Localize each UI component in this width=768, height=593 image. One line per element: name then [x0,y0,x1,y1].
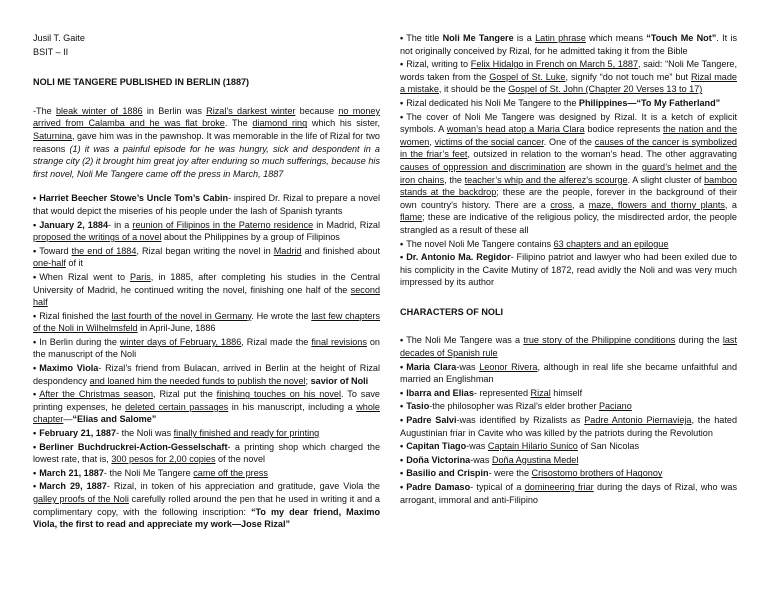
bullet-item [400,111,737,237]
bullet-text-run: last few chapters of the Noli in Wilhelmsfeld [33,310,381,334]
bullet-text-run: - the Noli Me Tangere [103,467,194,478]
bullet-text-run: When Rizal went to [39,271,131,282]
bullet-text-run: woman’s head atop a Maria Clara [446,124,585,135]
bullet-text-run: guard’s helmet and the iron chains [400,161,737,185]
bullet-text-run: Felix Hidalgo in French on March 5, 1887 [470,59,639,70]
bullet-text-run: victims of the social cancer [434,136,544,147]
bullet-text-run: Philippines—“To My Fatherland” [578,97,721,108]
intro-text-run: bleak winter of 1886 [55,105,143,116]
bullet-text-run: The cover of Noli Me Tangere was designed by Rizal. It is a ketch of explicit symbols. A [400,111,737,135]
bullet-text-run: Padre Antonio Piernavieja [584,415,692,426]
bullet-text-run: on the manuscript of the Noli [33,336,380,360]
bullet-item [400,387,737,400]
bullet-text-run: finally finished and ready for printing [173,428,320,439]
document-title: NOLI ME TANGERE PUBLISHED IN BERLIN (1887) [33,77,250,88]
bullet-text-run: during the [675,335,723,346]
bullet-text-run: Dr. Antonio Ma. Regidor [406,252,511,263]
bullet-text-run: - the Noli was [116,428,174,439]
bullet-text-run: - represented [473,387,531,398]
bullet-text-run: true story of the Philippine conditions [523,335,676,346]
bullet-text-run: — [63,414,73,425]
bullet-text-run: - inspired Dr. Rizal to prepare a novel that would depict the miseries of his people under the lash of Spanish tyrants [33,193,380,216]
bullet-text-run: Gospel of St. Luke [489,71,566,82]
bullet-text-run: - Rizal, in token of his appreciation and gratitude, gave Viola the [106,481,380,492]
bullet-text-run: -was identified by Rizalists as [456,415,585,426]
bullet-item [400,251,737,289]
bullet-text-run: one-half [33,258,66,269]
bullet-text-run: After the Christmas season [39,389,154,400]
bullet-text-run: in his manuscript, including a [228,401,357,412]
bullet-item [400,400,737,413]
bullet-text-run: domineering friar [524,482,594,492]
bullet-icon: • [33,219,37,230]
bullet-text-run: Toward [39,245,72,256]
bullet-text-run: Capitan Tiago [406,441,467,452]
bullet-text-run: in April-June, 1886 [137,323,216,334]
bullet-item [400,361,737,386]
bullet-text-run: galley proofs of the Noli [33,494,129,504]
intro-text-run: -The [33,105,56,116]
bullet-item [33,467,380,480]
bullet-icon: • [33,441,37,452]
bullet-text-run: and loaned him the needed funds to publish the novel [89,375,306,386]
bullet-text-run: -was [470,454,492,465]
bullet-text-run: 63 chapters and an epilogue [553,238,669,249]
bullet-text-run: maze, flowers and thorny plants [588,199,725,210]
bullet-icon: • [400,361,404,372]
bullet-text-run: “Elias and Salome” [72,414,157,425]
bullet-text-run: and finished about [301,245,381,256]
intro-text-run: which his sister, [307,118,380,129]
bullet-text-run: second half [33,284,380,308]
bullet-text-run: , Rizal made the [241,336,312,347]
bullet-text-run: , Rizal put the [153,389,217,400]
bullet-item [400,414,737,439]
bullet-text-run: bamboo stands at the backdrop [400,174,737,198]
bullet-text-run: Doña Agustina Medel [491,454,579,465]
bullet-text-run: is a [513,33,536,43]
bullet-text-run: flame [400,212,423,223]
bullet-item [400,238,737,251]
bullet-item [33,480,380,530]
bullet-text-run: , said: “Noli Me Tangere, words taken from the [400,59,737,82]
bullet-text-run: Paris [130,271,151,282]
bullet-item [400,32,737,57]
bullet-text-run: himself [550,387,583,398]
section-label: BSIT – II [33,46,69,57]
bullet-icon: • [33,481,37,492]
bullet-item [33,427,380,440]
bullet-text-run: March 21, 1887 [39,467,104,478]
bullet-text-run: February 21, 1887 [39,428,117,439]
bullet-item [400,481,737,506]
bullet-text-run: reunion of Filipinos in the Paterno residence [132,219,314,230]
bullet-text-run: Maria Clara [406,361,457,372]
bullet-item [33,441,380,466]
intro-text-run: , gave him was in the pawnshop. It was memorable in the life of Rizal for two reasons [33,130,380,154]
bullet-text-run: of San Nicolas [577,441,640,452]
bullet-text-run: Padre Damaso [406,482,471,492]
bullet-text-run: during the days of Rizal, who was arrogant, immoral and anti-Filipino [400,482,737,505]
bullet-text-run: causes of the cancer is symbolized in the friar’s feet [400,136,737,160]
bullet-item [400,440,737,453]
bullet-text-run: , Rizal began writing the novel in [136,245,274,256]
bullet-text-run: Madrid [273,245,302,256]
bullet-icon: • [400,33,404,43]
bullet-text-run: ; these are indicative of the religious policy, the misdirected ardor, the people strangled as a result of these all [400,212,737,235]
bullet-text-run: , signify “do not touch me” but [565,71,692,82]
bullet-text-run: Berliner Buchdruckrei-Action-Gesselschaft [39,441,228,452]
bullet-icon: • [400,59,404,70]
bullet-text-run: . A slight cluster of [627,174,705,185]
bullet-icon: • [400,468,404,479]
bullet-text-run: in Madrid, Rizal [313,219,380,230]
bullet-text-run: . It is not originally conceived by Rizal, for he admitted taking it from the Bible [400,33,737,56]
bullet-item [33,245,380,270]
bullet-text-run: which means [585,33,647,43]
bullet-text-run: Gospel of St. John (Chapter 20 Verses 13 to 17) [508,84,703,95]
bullet-icon: • [400,252,404,263]
bullet-icon: • [400,401,404,412]
bullet-text-run: . To save printing expenses, he [33,389,380,412]
bullet-item [400,467,737,480]
bullet-text-run: ; these are the people, forever in the background of their own country’s history. There are a [400,187,737,210]
bullet-text-run: are shown in the [565,161,642,172]
bullet-text-run: Rizal made a mistake [400,71,737,95]
bullet-text-run: January 2, 1884 [39,219,109,230]
bullet-text-run: Rizal dedicated his Noli Me Tangere to the [406,97,579,108]
bullet-text-run: savior of Noli [310,375,369,386]
bullet-text-run: Paciano [598,401,632,412]
bullet-item [33,310,380,335]
bullet-icon: • [33,245,37,256]
bullet-text-run: causes of oppression and discrimination [400,161,566,172]
bullet-text-run: deleted certain passages [125,401,229,412]
bullet-text-run: Rizal [530,387,551,398]
bullet-item [400,58,737,96]
bullet-text-run: , a [724,199,737,210]
bullet-text-run: Tasio [406,401,430,412]
intro-text-run: diamond ring [252,118,308,129]
bullet-item [33,271,380,309]
bullet-text-run: Rizal finished the [39,310,112,321]
bullet-text-run: , the [444,174,465,185]
bullet-text-run: Padre Salvi [406,415,457,426]
bullet-text-run: of it [65,258,84,269]
right-column [400,32,737,507]
left-column [33,32,380,532]
bullet-text-run: Basilio and Crispin [406,468,489,479]
right-bullet-list [400,32,737,289]
bullet-text-run: Leonor Rivera [479,361,538,372]
bullet-text-run: Captain Hilario Sunico [487,441,578,452]
bullet-icon: • [400,482,404,492]
bullet-text-run: March 29, 1887 [39,481,107,492]
bullet-text-run: The novel Noli Me Tangere contains [406,238,554,249]
bullet-text-run: -was [466,441,488,452]
bullet-icon: • [400,97,404,108]
bullet-item [400,334,737,359]
bullet-text-run: finishing touches on his novel [216,389,341,400]
bullet-item [33,219,380,244]
bullet-text-run: . He wrote the [251,310,312,321]
bullet-text-run: Maximo Viola [39,363,99,374]
bullet-item [33,388,380,426]
bullet-text-run: last decades of Spanish rule [400,335,737,359]
bullet-text-run: about the Philippines by a group of Filipinos [161,232,340,243]
intro-text-run: in Berlin was [142,105,207,116]
bullet-item [33,192,380,217]
bullet-text-run: Doña Victorina [406,454,471,465]
bullet-text-run: , [429,136,435,147]
bullet-text-run: -the philosopher was Rizal’s elder brother [429,401,599,412]
bullet-text-run: Ibarra and Elias [406,387,474,398]
left-bullet-list [33,192,380,530]
bullet-icon: • [33,467,37,478]
bullet-icon: • [400,111,404,122]
bullet-text-run: “Touch Me Not” [646,33,717,43]
bullet-text-run: , in 1885, after completing his studies in the Central University of Madrid, he continued writing the novel, finishing one half of the [33,271,380,295]
bullet-text-run: - a printing shop which charged the lowest rate, that is, [33,441,380,465]
bullet-text-run: , it should be the [438,84,509,95]
bullet-item [400,97,737,110]
bullet-icon: • [400,238,404,249]
bullet-icon: • [33,193,37,204]
bullet-text-run: , the hated Augustinian friar in Cavite who was killed by the patriots during the Revolution [400,415,737,438]
intro-paragraph [33,105,380,181]
bullet-text-run: proposed the writings of a novel [33,232,162,243]
bullet-item [33,362,380,387]
bullet-icon: • [400,387,404,398]
bullet-text-run: - in a [108,219,133,230]
intro-text-run: because [295,105,339,116]
bullet-icon: • [400,454,404,465]
bullet-text-run: - Filipino patriot and lawyer who had been exiled due to his complicity in the Cavite Mutiny of 1872, read avidly the Noli and was very much impressed by its author [400,252,737,288]
bullet-text-run: - Rizal’s friend from Bulacan, arrived in Berlin at the height of Rizal despondency [33,363,380,386]
characters-heading: CHARACTERS OF NOLI [400,306,504,317]
intro-text-run: (1) it was a painful episode for he was hungry, sick and despondent in a strange city (2) it brought him great joy after enduring so much sufferings, because his first novel, Noli Me Tangere came off the press in March, 1887 [33,143,380,179]
bullet-text-run: . One of the [543,136,595,147]
bullet-text-run: The title [406,33,443,43]
bullet-text-run: Latin phrase [535,33,586,43]
bullet-icon: • [400,415,404,426]
author-name: Jusil T. Gaite [33,33,85,43]
bullet-text-run: ; [305,375,311,386]
bullet-text-run: final revisions [311,336,367,347]
intro-text-run: Rizal’s darkest winter [206,105,296,116]
bullet-text-run: Noli Me Tangere [442,33,514,43]
bullet-text-run: winter days of February, 1886 [119,336,242,347]
bullet-icon: • [33,271,37,282]
bullet-text-run: “To my dear friend, Maximo Viola, the first to read and appreciate my work—Jose Rizal” [33,506,380,530]
characters-bullet-list [400,334,737,506]
bullet-text-run: carefully rolled around the pen that he used in writing it and a complimentary copy, with the following inscription: [33,494,380,517]
bullet-text-run: Harriet Beecher Stowe’s Uncle Tom’s Cabin [39,193,229,204]
bullet-text-run: , outsized in relation to the woman’s head. The other aggravating [467,149,737,160]
bullet-text-run: the end of 1884 [71,245,137,256]
bullet-text-run: cross [550,199,573,210]
bullet-text-run: - were the [488,468,532,479]
bullet-text-run: teacher’s whip and the alferez’s scourge [464,174,628,185]
bullet-text-run: , although in real life she became unfaithful and married an Englishman [400,361,738,385]
bullet-text-run: In Berlin during the [39,336,120,347]
bullet-icon: • [33,310,37,321]
bullet-text-run: bodice represents [584,124,664,135]
bullet-text-run: -was [456,361,480,372]
bullet-text-run: came off the press [193,467,268,478]
bullet-icon: • [400,441,404,452]
bullet-icon: • [400,335,404,346]
bullet-text-run: of the novel [215,454,266,465]
bullet-text-run: last fourth of the novel in Germany [111,310,252,321]
bullet-icon: • [33,428,37,439]
bullet-text-run: , a [572,199,589,210]
bullet-icon: • [33,336,37,347]
bullet-text-run: Rizal, writing to [406,59,471,70]
intro-text-run: no money arrived from Calamba and he was flat broke [33,105,381,129]
bullet-text-run: The Noli Me Tangere was a [406,335,524,346]
bullet-text-run: 300 pesos for 2,00 copies [111,454,216,465]
bullet-text-run: the nation and the women [400,124,738,147]
bullet-text-run: whole chapter [33,401,380,425]
intro-text-run: Saturnina [33,130,72,141]
bullet-text-run: - typical of a [470,482,525,492]
bullet-icon: • [33,363,37,374]
bullet-item [400,454,737,467]
intro-text-run: . The [224,118,253,129]
bullet-text-run: Crisostomo brothers of Hagonoy [531,468,663,479]
bullet-item [33,336,380,361]
bullet-icon: • [33,389,37,400]
